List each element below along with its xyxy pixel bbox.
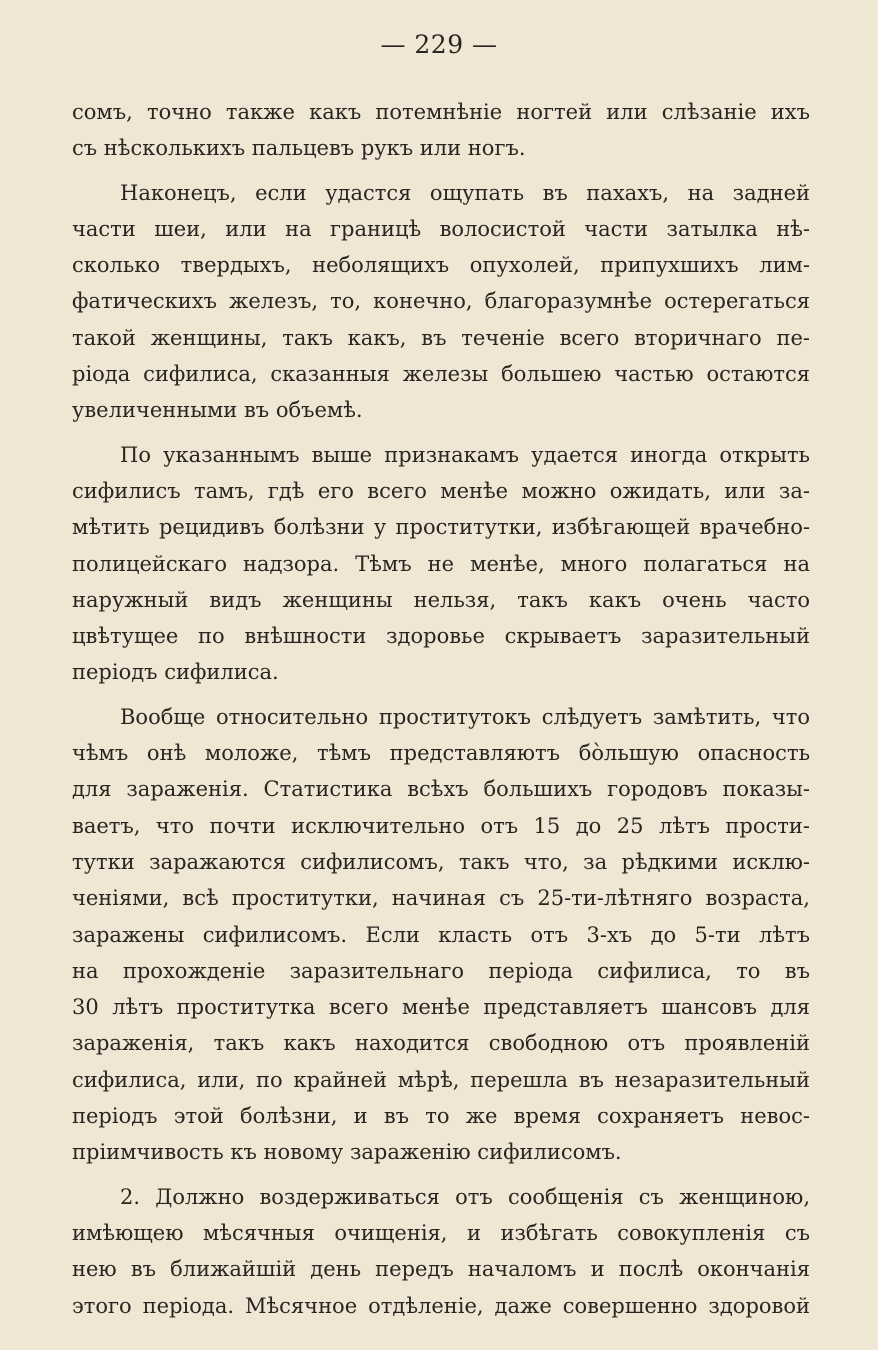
- text-line: пріимчивость къ новому зараженію сифилисомъ.: [72, 1140, 622, 1165]
- text-line: имѣющею мѣсячныя очищенія, и избѣгать совокупленія съ: [72, 1220, 810, 1245]
- text-line: сколько твердыхъ, неболящихъ опухолей, припухшихъ лим-: [72, 253, 810, 278]
- paragraph-rule-2: [72, 1179, 810, 1324]
- paragraph-continuation: [72, 94, 810, 167]
- paragraph-lymph-nodes: [72, 175, 810, 429]
- page-number: — 229 —: [380, 30, 498, 59]
- text-line: ваетъ, что почти исключительно отъ 15 до 25 лѣтъ прости-: [72, 813, 810, 838]
- text-line: сифилисъ тамъ, гдѣ его всего менѣе можно ожидать, или за-: [72, 478, 810, 503]
- paragraph-age: [72, 699, 810, 1171]
- text-line: Вообще относительно проститутокъ слѣдуетъ замѣтить, что: [120, 704, 810, 729]
- text-line: нею въ ближайшій день передъ началомъ и послѣ окончанія: [72, 1257, 810, 1282]
- text-line: 30 лѣтъ проститутка всего менѣе представляетъ шансовъ для: [72, 995, 810, 1020]
- text-line: цвѣтущее по внѣшности здоровье скрываетъ заразительный: [72, 624, 810, 649]
- text-line: увеличенными въ объемѣ.: [72, 398, 363, 423]
- text-line: ріода сифилиса, сказанныя железы большею частью остаются: [72, 362, 810, 387]
- text-line: на прохожденіе заразительнаго періода сифилиса, то въ: [72, 958, 810, 983]
- text-line: періодъ этой болѣзни, и въ то же время сохраняетъ невос-: [72, 1104, 810, 1129]
- text-line: съ нѣсколькихъ пальцевъ рукъ или ногъ.: [72, 136, 526, 161]
- text-line: этого періода. Мѣсячное отдѣленіе, даже совершенно здоровой: [72, 1293, 810, 1318]
- text-line: мѣтить рецидивъ болѣзни у проститутки, избѣгающей врачебно-: [72, 515, 810, 540]
- text-line: тутки заражаются сифилисомъ, такъ что, за рѣдкими исклю-: [72, 849, 810, 874]
- text-line: наружный видъ женщины нельзя, такъ какъ очень часто: [72, 587, 810, 612]
- text-line: 2. Должно воздерживаться отъ сообщенія съ женщиною,: [120, 1184, 810, 1209]
- text-line: По указаннымъ выше признакамъ удается иногда открыть: [120, 442, 810, 467]
- text-line: фатическихъ железъ, то, конечно, благоразумнѣе остерегаться: [72, 289, 810, 314]
- text-line: полицейскаго надзора. Тѣмъ не менѣе, много полагаться на: [72, 551, 810, 576]
- text-line: заражены сифилисомъ. Если класть отъ 3-хъ до 5-ти лѣтъ: [72, 922, 810, 947]
- text-line: чѣмъ онѣ моложе, тѣмъ представляютъ бо̀льшую опасность: [72, 741, 810, 766]
- text-line: для зараженія. Статистика всѣхъ большихъ городовъ показы-: [72, 777, 810, 802]
- text-line: Наконецъ, если удастся ощупать въ пахахъ, на задней: [120, 180, 810, 205]
- body-text: [72, 94, 810, 1324]
- text-line: періодъ сифилиса.: [72, 660, 279, 685]
- text-line: сифилиса, или, по крайней мѣрѣ, перешла въ незаразительный: [72, 1067, 810, 1092]
- text-line: ченіями, всѣ проститутки, начиная съ 25-ти-лѣтняго возраста,: [72, 886, 810, 911]
- text-line: части шеи, или на границѣ волосистой части затылка нѣ-: [72, 216, 810, 241]
- paragraph-signs: [72, 437, 810, 691]
- text-line: зараженія, такъ какъ находится свободною отъ проявленій: [72, 1031, 810, 1056]
- text-line: сомъ, точно также какъ потемнѣніе ногтей или слѣзаніе ихъ: [72, 100, 810, 124]
- text-line: такой женщины, такъ какъ, въ теченіе всего вторичнаго пе-: [72, 325, 810, 350]
